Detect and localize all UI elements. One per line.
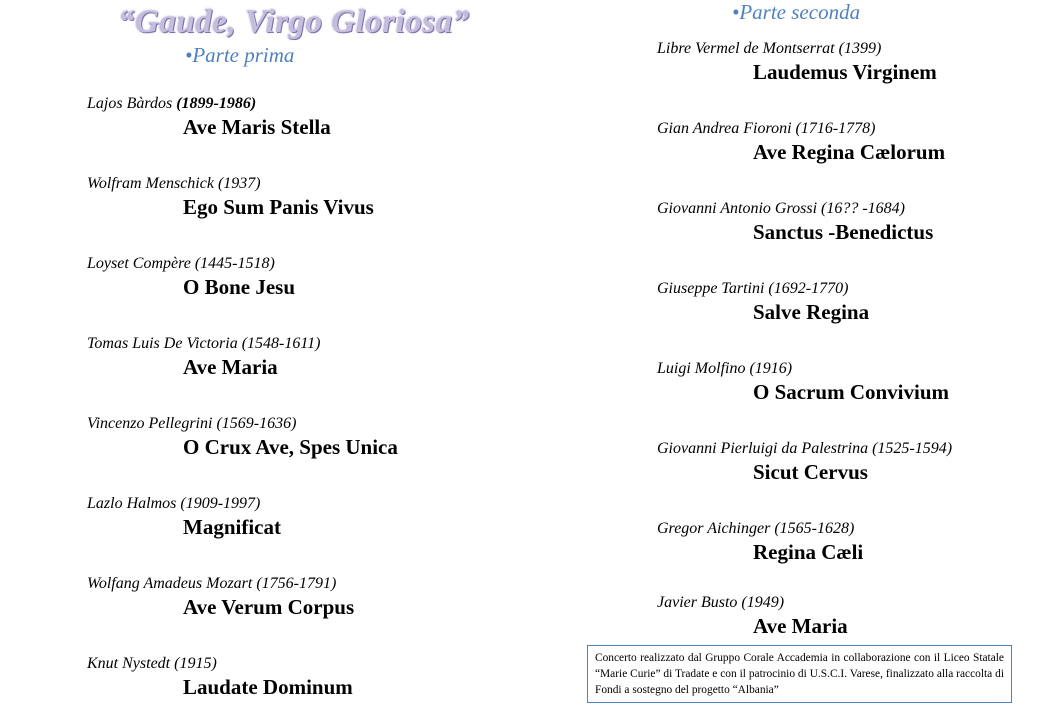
composer-name: Libre Vermel de Montserrat [657,40,835,57]
composer-line [87,494,281,514]
composer-line [87,334,320,354]
program-entry [657,39,937,85]
program-entry [657,593,848,639]
composer-line [657,279,869,299]
composer-name: Gian Andrea Fioroni [657,120,792,137]
composer-name: Knut Nystedt [87,655,171,672]
piece-title: O Sacrum Convivium [753,380,950,404]
composer-years: (1716-1778) [795,120,876,137]
program-entry [657,439,952,485]
piece-title: Ave Maris Stella [183,115,331,139]
program-entry [87,334,320,380]
composer-name: Loyset Compère [87,255,191,272]
program-entry [87,414,398,460]
composer-name: Luigi Molfino [657,360,746,377]
composer-line [657,39,937,59]
composer-line [657,519,863,539]
composer-line [87,94,331,114]
composer-years: (1916) [749,360,793,377]
program-title: “Gaude, Virgo Gloriosa” [118,4,470,40]
composer-name: Giuseppe Tartini [657,280,765,297]
program-entry [87,174,374,220]
part-two-heading: •Parte seconda [732,0,861,24]
piece-title: Salve Regina [753,300,870,324]
composer-line [87,574,354,594]
composer-name: Giovanni Pierluigi da Palestrina [657,440,869,457]
composer-name: Lazlo Halmos [87,495,177,512]
program-entry [87,94,331,140]
part-one-heading: •Parte prima [185,43,295,67]
composer-years: (1525-1594) [872,440,953,457]
composer-line [657,119,945,139]
composer-years: (1565-1628) [774,520,855,537]
program-entry [87,574,354,620]
program-entry [657,199,933,245]
composer-line [657,199,933,219]
composer-years: (1949) [741,594,785,611]
piece-title: Laudate Dominum [183,675,353,699]
composer-line [87,174,374,194]
program-entry [87,254,295,300]
piece-title: Ave Verum Corpus [183,595,355,619]
program-entry [87,654,353,700]
piece-title: O Bone Jesu [183,275,296,299]
composer-years: (1899-1986) [176,95,257,112]
piece-title: Ave Regina Cælorum [753,140,946,164]
piece-title: Ave Maria [753,614,848,638]
composer-name: Wolfram Menschick [87,175,214,192]
composer-line [657,593,848,613]
program-entry [87,494,281,540]
program-entry [657,119,945,165]
composer-years: (1548-1611) [241,335,321,352]
composer-years: (1937) [217,175,261,192]
program-entry [657,519,863,565]
composer-years: (1915) [174,655,217,672]
composer-name: Tomas Luis De Victoria [87,335,238,352]
composer-line [657,439,952,459]
piece-title: Regina Cæli [753,540,864,564]
composer-line [657,359,949,379]
piece-title: Magnificat [183,515,281,539]
piece-title: Laudemus Virginem [753,60,937,84]
program-entry [657,359,949,405]
piece-title: Sicut Cervus [753,460,868,484]
composer-years: (1399) [838,40,882,57]
composer-name: Javier Busto [657,594,738,611]
composer-line [87,654,353,674]
composer-line [87,254,295,274]
composer-name: Giovanni Antonio Grossi [657,200,818,217]
composer-line [87,414,398,434]
composer-name: Lajos Bàrdos [87,95,173,112]
composer-years: (16?? -1684) [821,200,905,217]
piece-title: Ego Sum Panis Vivus [183,195,374,219]
composer-years: (1445-1518) [194,255,275,272]
piece-title: Ave Maria [183,355,278,379]
composer-name: Vincenzo Pellegrini [87,415,213,432]
composer-years: (1909-1997) [180,495,261,512]
program-entry [657,279,869,325]
piece-title: O Crux Ave, Spes Unica [183,435,398,459]
composer-name: Wolfang Amadeus Mozart [87,575,253,592]
composer-years: (1756-1791) [256,575,337,592]
composer-name: Gregor Aichinger [657,520,771,537]
sponsorship-note: Concerto realizzato dal Gruppo Corale Accademia in collaborazione con il Liceo Statale “Marie Curie” di Tradate e con il patrocinio di U.S.C.I. Varese, finalizzato alla raccolta di Fondi a sostegno del progetto “Albania” [587,645,1012,703]
piece-title: Sanctus -Benedictus [753,220,934,244]
composer-years: (1569-1636) [216,415,297,432]
composer-years: (1692-1770) [768,280,849,297]
